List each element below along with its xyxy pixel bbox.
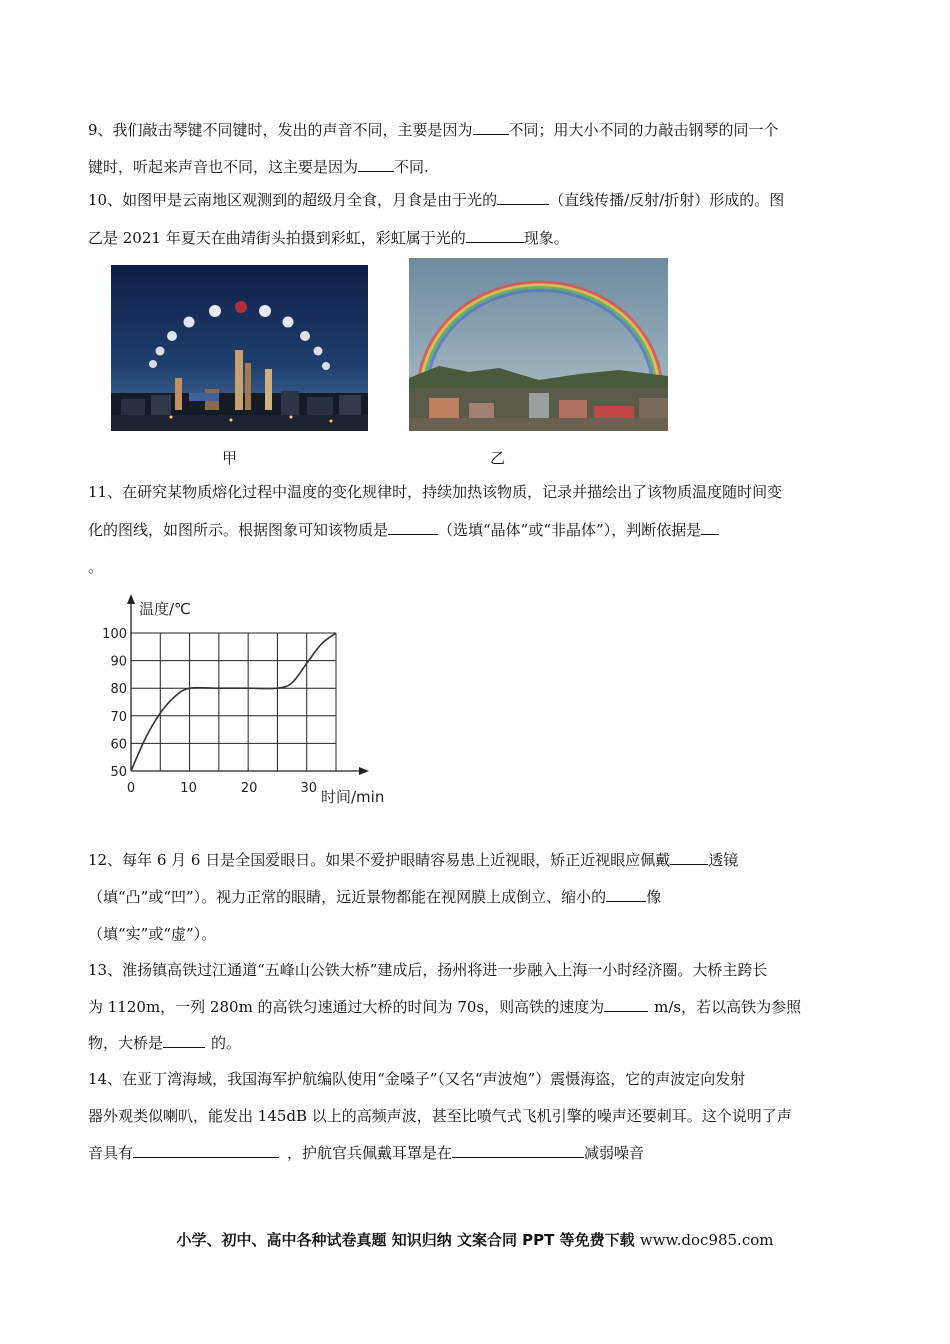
caption-yi: 乙 bbox=[490, 449, 506, 467]
x-tick-label: 0 bbox=[126, 781, 136, 796]
q10-blank-2[interactable] bbox=[466, 228, 524, 243]
x-tick-label: 20 bbox=[240, 781, 258, 796]
q12-line3: （填“实”或“虚”）。 bbox=[88, 925, 217, 943]
footer bbox=[0, 1229, 950, 1250]
rainbow-image bbox=[409, 258, 668, 431]
q14-line2: 器外观类似喇叭，能发出 145dB 以上的高频声波，甚至比喷气式飞机引擎的噪声还要刺耳。这个说明了声 bbox=[88, 1107, 792, 1125]
x-axis-label: 时间/min bbox=[321, 788, 385, 806]
y-axis-arrow bbox=[127, 594, 135, 604]
q11-line2: 化的图线，如图所示。根据图象可知该物质是 （选填“晶体”或“非晶体”），判断依据是 bbox=[88, 520, 719, 540]
x-tick-label: 30 bbox=[300, 781, 317, 796]
q10-blank-1[interactable] bbox=[497, 190, 549, 205]
q14-blank-2[interactable] bbox=[452, 1143, 584, 1158]
q9-blank-1[interactable] bbox=[473, 120, 509, 135]
series-line-temperature bbox=[131, 633, 336, 771]
q14-blank-1[interactable] bbox=[133, 1143, 279, 1158]
q13-line1: 13、淮扬镇高铁过江通道“五峰山公铁大桥”建成后，扬州将进一步融入上海一小时经济圈。大桥主跨长 bbox=[88, 961, 768, 979]
y-tick-label: 80 bbox=[110, 682, 127, 698]
temperature-chart bbox=[95, 588, 395, 818]
q13-blank-1[interactable] bbox=[604, 997, 648, 1012]
q12-line1: 12、每年 6 月 6 日是全国爱眼日。如果不爱护眼睛容易患上近视眼，矫正近视眼应佩戴 透镜 bbox=[88, 851, 739, 869]
q13-line3: 物，大桥是 的。 bbox=[88, 1034, 242, 1052]
x-axis-arrow bbox=[359, 767, 369, 775]
y-tick-label: 70 bbox=[110, 709, 127, 725]
q13-blank-2[interactable] bbox=[163, 1033, 205, 1048]
x-tick-label: 10 bbox=[180, 781, 197, 796]
q11-blank-1[interactable] bbox=[388, 520, 438, 535]
q14-line1: 14、在亚丁湾海域，我国海军护航编队使用“金嗓子”（又名“声波炮”）震慑海盗，它的声波定向发射 bbox=[88, 1070, 746, 1088]
q9-line1: 9、我们敲击琴键不同键时，发出的声音不同，主要是因为 不同；用大小不同的力敲击钢琴的同一个 bbox=[88, 121, 779, 139]
q12-blank-2[interactable] bbox=[606, 887, 646, 902]
y-axis-label: 温度/℃ bbox=[139, 600, 191, 618]
q12-blank-1[interactable] bbox=[670, 850, 708, 865]
y-tick-label: 100 bbox=[102, 627, 127, 642]
q10-line2: 乙是 2021 年夏天在曲靖街头拍摄到彩虹，彩虹属于光的 现象。 bbox=[88, 229, 569, 247]
caption-jia: 甲 bbox=[222, 449, 238, 467]
q10-line1: 10、如图甲是云南地区观测到的超级月全食，月食是由于光的 （直线传播/反射/折射）形成的。图 bbox=[88, 191, 785, 209]
q9-line2: 键时，听起来声音也不同，这主要是因为 不同. bbox=[88, 158, 429, 176]
lunar-eclipse-image bbox=[111, 265, 368, 431]
y-tick-label: 90 bbox=[110, 654, 127, 670]
q11-line3: 。 bbox=[88, 558, 104, 576]
q9-blank-2[interactable] bbox=[358, 157, 394, 172]
y-tick-label: 60 bbox=[110, 737, 127, 753]
footer-text: 小学、初中、高中各种试卷真题 知识归纳 文案合同 PPT 等免费下载 bbox=[176, 1231, 635, 1249]
q11-blank-2[interactable] bbox=[701, 520, 719, 535]
y-tick-label: 50 bbox=[110, 765, 127, 780]
q13-line2: 为 1120m，一列 280m 的高铁匀速通过大桥的时间为 70s，则高铁的速度为 m/s，若以高铁为参照 bbox=[88, 998, 802, 1016]
q11-line1: 11、在研究某物质熔化过程中温度的变化规律时，持续加热该物质，记录并描绘出了该物质温度随时间变 bbox=[88, 483, 783, 501]
q12-line2: （填“凸”或“凹”）。视力正常的眼睛，远近景物都能在视网膜上成倒立、缩小的 像 bbox=[88, 888, 662, 906]
footer-url[interactable]: www.doc985.com bbox=[639, 1231, 774, 1249]
q14-line3: 音具有 ，护航官兵佩戴耳罩是在 减弱噪音 bbox=[88, 1144, 645, 1162]
